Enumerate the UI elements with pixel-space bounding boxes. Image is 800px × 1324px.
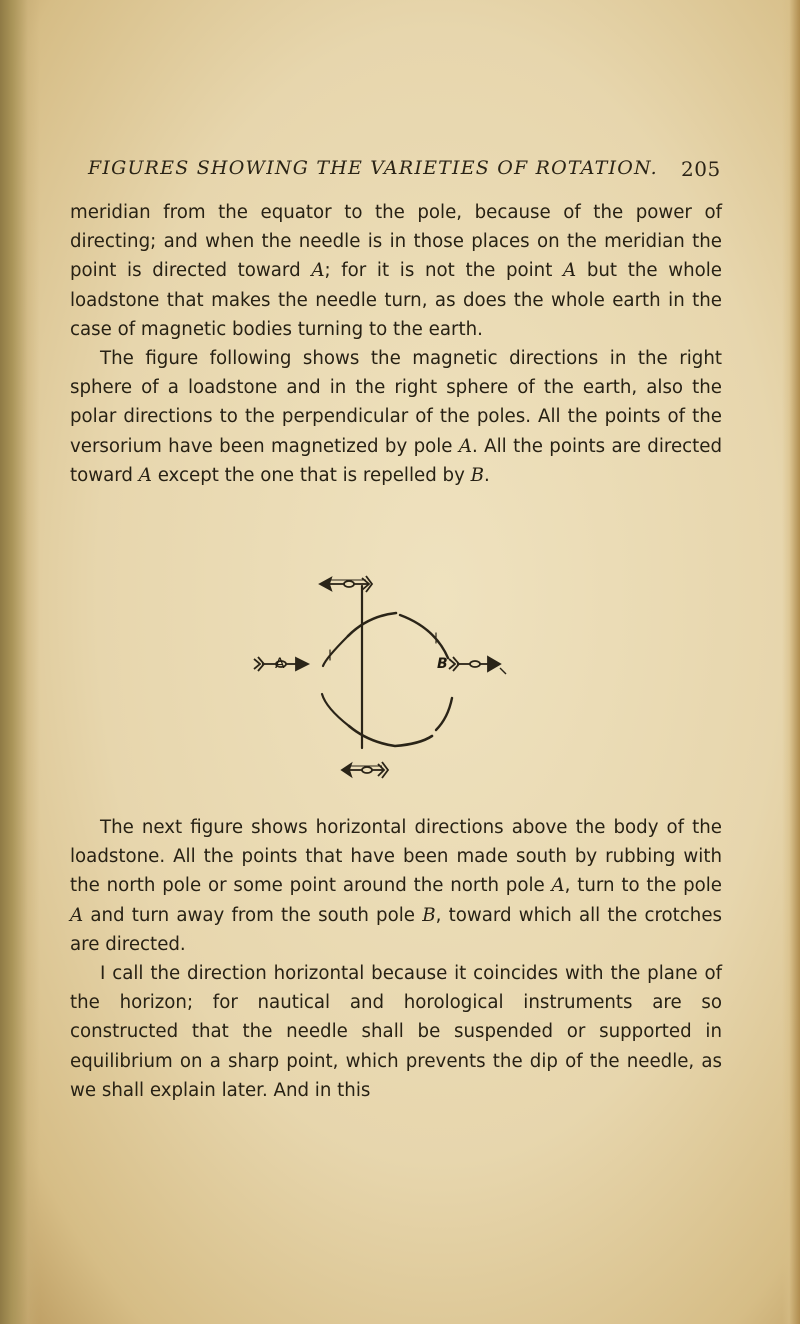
pole-label-b: B <box>437 656 448 672</box>
versorium-top <box>320 576 372 592</box>
text-run: except the one that is repelled by <box>151 464 471 486</box>
paragraph <box>70 813 722 959</box>
globe-arc-upper-right <box>400 615 448 658</box>
paragraph <box>70 959 722 1105</box>
globe-arc-upper-left <box>323 636 348 666</box>
loadstone-figure <box>250 558 540 794</box>
text-run: ; for it is not the point <box>324 260 564 282</box>
page-number: 205 <box>681 157 721 181</box>
globe-arc-lower-left <box>322 694 349 726</box>
italic-letter: B <box>422 904 436 926</box>
text-run: . All the points are directed toward <box>70 435 722 486</box>
text-run: , toward which all the crotches are directed. <box>70 904 723 955</box>
italic-letter: A <box>311 260 325 282</box>
text-run: The next figure shows horizontal directions above the body of the loadstone. All the points that have been made south by rubbing with the north pole or some point around the north pole <box>70 817 722 897</box>
running-title: FIGURES SHOWING THE VARIETIES OF ROTATION. <box>88 157 658 179</box>
globe-arc-top <box>348 613 396 636</box>
italic-letter: A <box>563 260 577 282</box>
paragraph <box>70 344 722 490</box>
text-run: and turn away from the south pole <box>83 904 423 926</box>
text-run: . <box>484 464 490 486</box>
versorium-bottom <box>342 762 388 778</box>
globe-arc-lower-right <box>436 698 452 730</box>
italic-letter: A <box>551 875 565 897</box>
page-edge-shadow <box>782 0 800 1324</box>
text-run: I call the direction horizontal because it coincides with the plane of the horizon; for nautical and horological instruments are so constructed that the needle shall be suspended or supported in equilibrium on a sharp point, which prevents the dip of the needle, as we shall explain later. And in this <box>70 963 722 1101</box>
page-binding-shadow <box>0 0 40 1324</box>
italic-letter: A <box>138 464 152 486</box>
pole-label-a: A <box>275 656 285 672</box>
italic-letter: A <box>70 904 84 926</box>
text-block-bottom <box>70 813 722 1105</box>
text-block-top <box>70 198 722 490</box>
figure-drawing <box>250 558 540 794</box>
italic-letter: B <box>470 464 485 486</box>
text-run: meridian from the equator to the pole, because of the power of directing; and when the needle is in those places on the meridian the point is directed toward <box>70 202 722 282</box>
text-run: The figure following shows the magnetic directions in the right sphere of a loadstone and in the right sphere of the earth, also the polar directions to the perpendicular of the poles. All the points of the versorium have been magnetized by pole <box>70 348 722 457</box>
text-run: but the whole loadstone that makes the needle turn, as does the whole earth in the case of magnetic bodies turning to the earth. <box>70 260 722 340</box>
italic-letter: A <box>458 435 473 457</box>
text-run: , turn to the pole <box>564 875 722 897</box>
running-header <box>88 157 728 189</box>
versorium-right <box>449 657 506 674</box>
paragraph <box>70 198 722 344</box>
